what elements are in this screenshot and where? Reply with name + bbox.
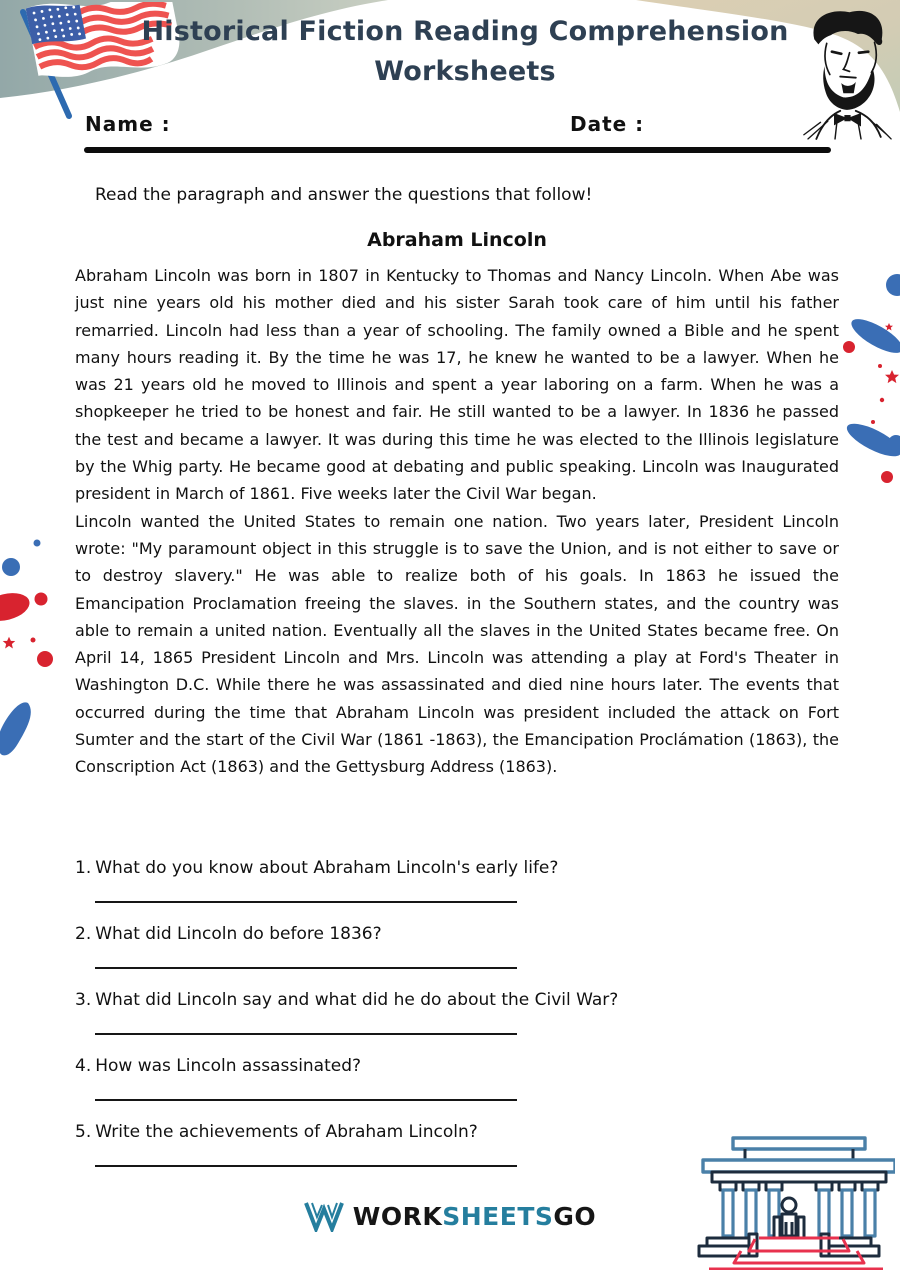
passage-title: Abraham Lincoln: [367, 229, 547, 251]
question-number: 5.: [75, 1122, 92, 1142]
decor-red-star: [3, 637, 16, 649]
decor-red-tiny-dot: [871, 420, 875, 424]
header-divider: [84, 147, 831, 153]
logo-text-go: GO: [553, 1201, 597, 1231]
decor-red-tiny-dot: [880, 398, 884, 402]
passage-paragraph-1: Abraham Lincoln was born in 1807 in Kentucky to Thomas and Nancy Lincoln. When Abe was just nine years old his mother died and his sister Sarah took care of him until his father remarried. Lincoln had less than a year of schooling. The family owned a Bible and he spent many hours reading it. By the time he was 17, he knew he wanted to be a lawyer. When he was 21 years old he moved to Illinois and spent a year laboring on a farm. When he was a shopkeeper he tried to be honest and fair. He still wanted to be a lawyer. In 1836 he passed the test and became a lawyer. It was during this time he was elected to the Illinois legislature by the Whig party. He became good at debating and public speaking. Lincoln was Inaugurated president in March of 1861. Five weeks later the Civil War began.: [75, 266, 839, 504]
question-4: [75, 1055, 695, 1101]
decor-blue-circle: [886, 274, 900, 296]
question-text: How was Lincoln assassinated?: [95, 1056, 362, 1076]
left-decorations: [0, 525, 70, 795]
question-text: What did Lincoln say and what did he do about the Civil War?: [95, 990, 619, 1010]
decor-red-circle: [37, 651, 53, 667]
logo-text-sheets: SHEETS: [442, 1201, 554, 1231]
question-text: What do you know about Abraham Lincoln's early life?: [95, 858, 559, 878]
question-5: [75, 1121, 695, 1167]
right-decorations: [840, 270, 900, 490]
decor-red-dot: [843, 341, 855, 353]
decor-red-tiny-dot: [878, 364, 882, 368]
decor-blue-brush: [847, 313, 900, 359]
question-number: 2.: [75, 924, 92, 944]
page-title: Historical Fiction Reading Comprehension Worksheets: [141, 16, 789, 87]
name-field-label: Name :: [85, 112, 171, 136]
questions-section: [75, 857, 695, 1187]
footer-logo: [0, 1200, 900, 1232]
answer-line-3[interactable]: [95, 1033, 517, 1035]
decor-red-star: [885, 370, 899, 383]
passage-section: [75, 184, 839, 781]
decor-red-star-small: [885, 323, 893, 331]
question-number: 1.: [75, 858, 92, 878]
question-2: [75, 923, 695, 969]
question-3: [75, 989, 695, 1035]
worksheetsgo-w-logo: [304, 1200, 344, 1232]
decor-red-blob: [0, 589, 32, 626]
decor-red-dot: [35, 593, 48, 606]
answer-line-5[interactable]: [95, 1165, 517, 1167]
question-number: 3.: [75, 990, 92, 1010]
logo-text-work: WORK: [352, 1201, 443, 1231]
answer-line-2[interactable]: [95, 967, 517, 969]
decor-red-dot: [881, 471, 893, 483]
decor-blue-dot: [34, 540, 41, 547]
instruction-text: Read the paragraph and answer the questions that follow!: [95, 185, 593, 205]
question-text: What did Lincoln do before 1836?: [95, 924, 382, 944]
lincoln-memorial-illustration: [683, 1122, 895, 1270]
question-1: [75, 857, 695, 903]
decor-blue-brush: [0, 702, 31, 755]
passage-paragraph-2: Lincoln wanted the United States to remain one nation. Two years later, President Lincoln wrote: "My paramount object in this struggle is to save the Union, and is not either to save or to destroy slavery." He was able to realize both of his goals. In 1863 he issued the Emancipation Proclamation freeing the slaves. in the Southern states, and the country was able to remain a united nation. Eventually all the slaves in the United States became free. On April 14, 1865 President Lincoln and Mrs. Lincoln was attending a play at Ford's Theater in Washington D.C. While there he was assassinated and died nine hours later. The events that occurred during the time that Abraham Lincoln was president included the attack on Fort Sumter and the start of the Civil War (1861 -1863), the Emancipation Proclámation (1863), the Conscription Act (1863) and the Gettysburg Address (1863).: [75, 511, 839, 777]
question-text: Write the achievements of Abraham Lincoln?: [95, 1122, 478, 1142]
answer-line-4[interactable]: [95, 1099, 517, 1101]
date-field-label: Date :: [570, 112, 645, 136]
answer-line-1[interactable]: [95, 901, 517, 903]
question-number: 4.: [75, 1056, 92, 1076]
decor-red-tiny-dot: [31, 638, 36, 643]
decor-blue-circle: [2, 558, 20, 576]
